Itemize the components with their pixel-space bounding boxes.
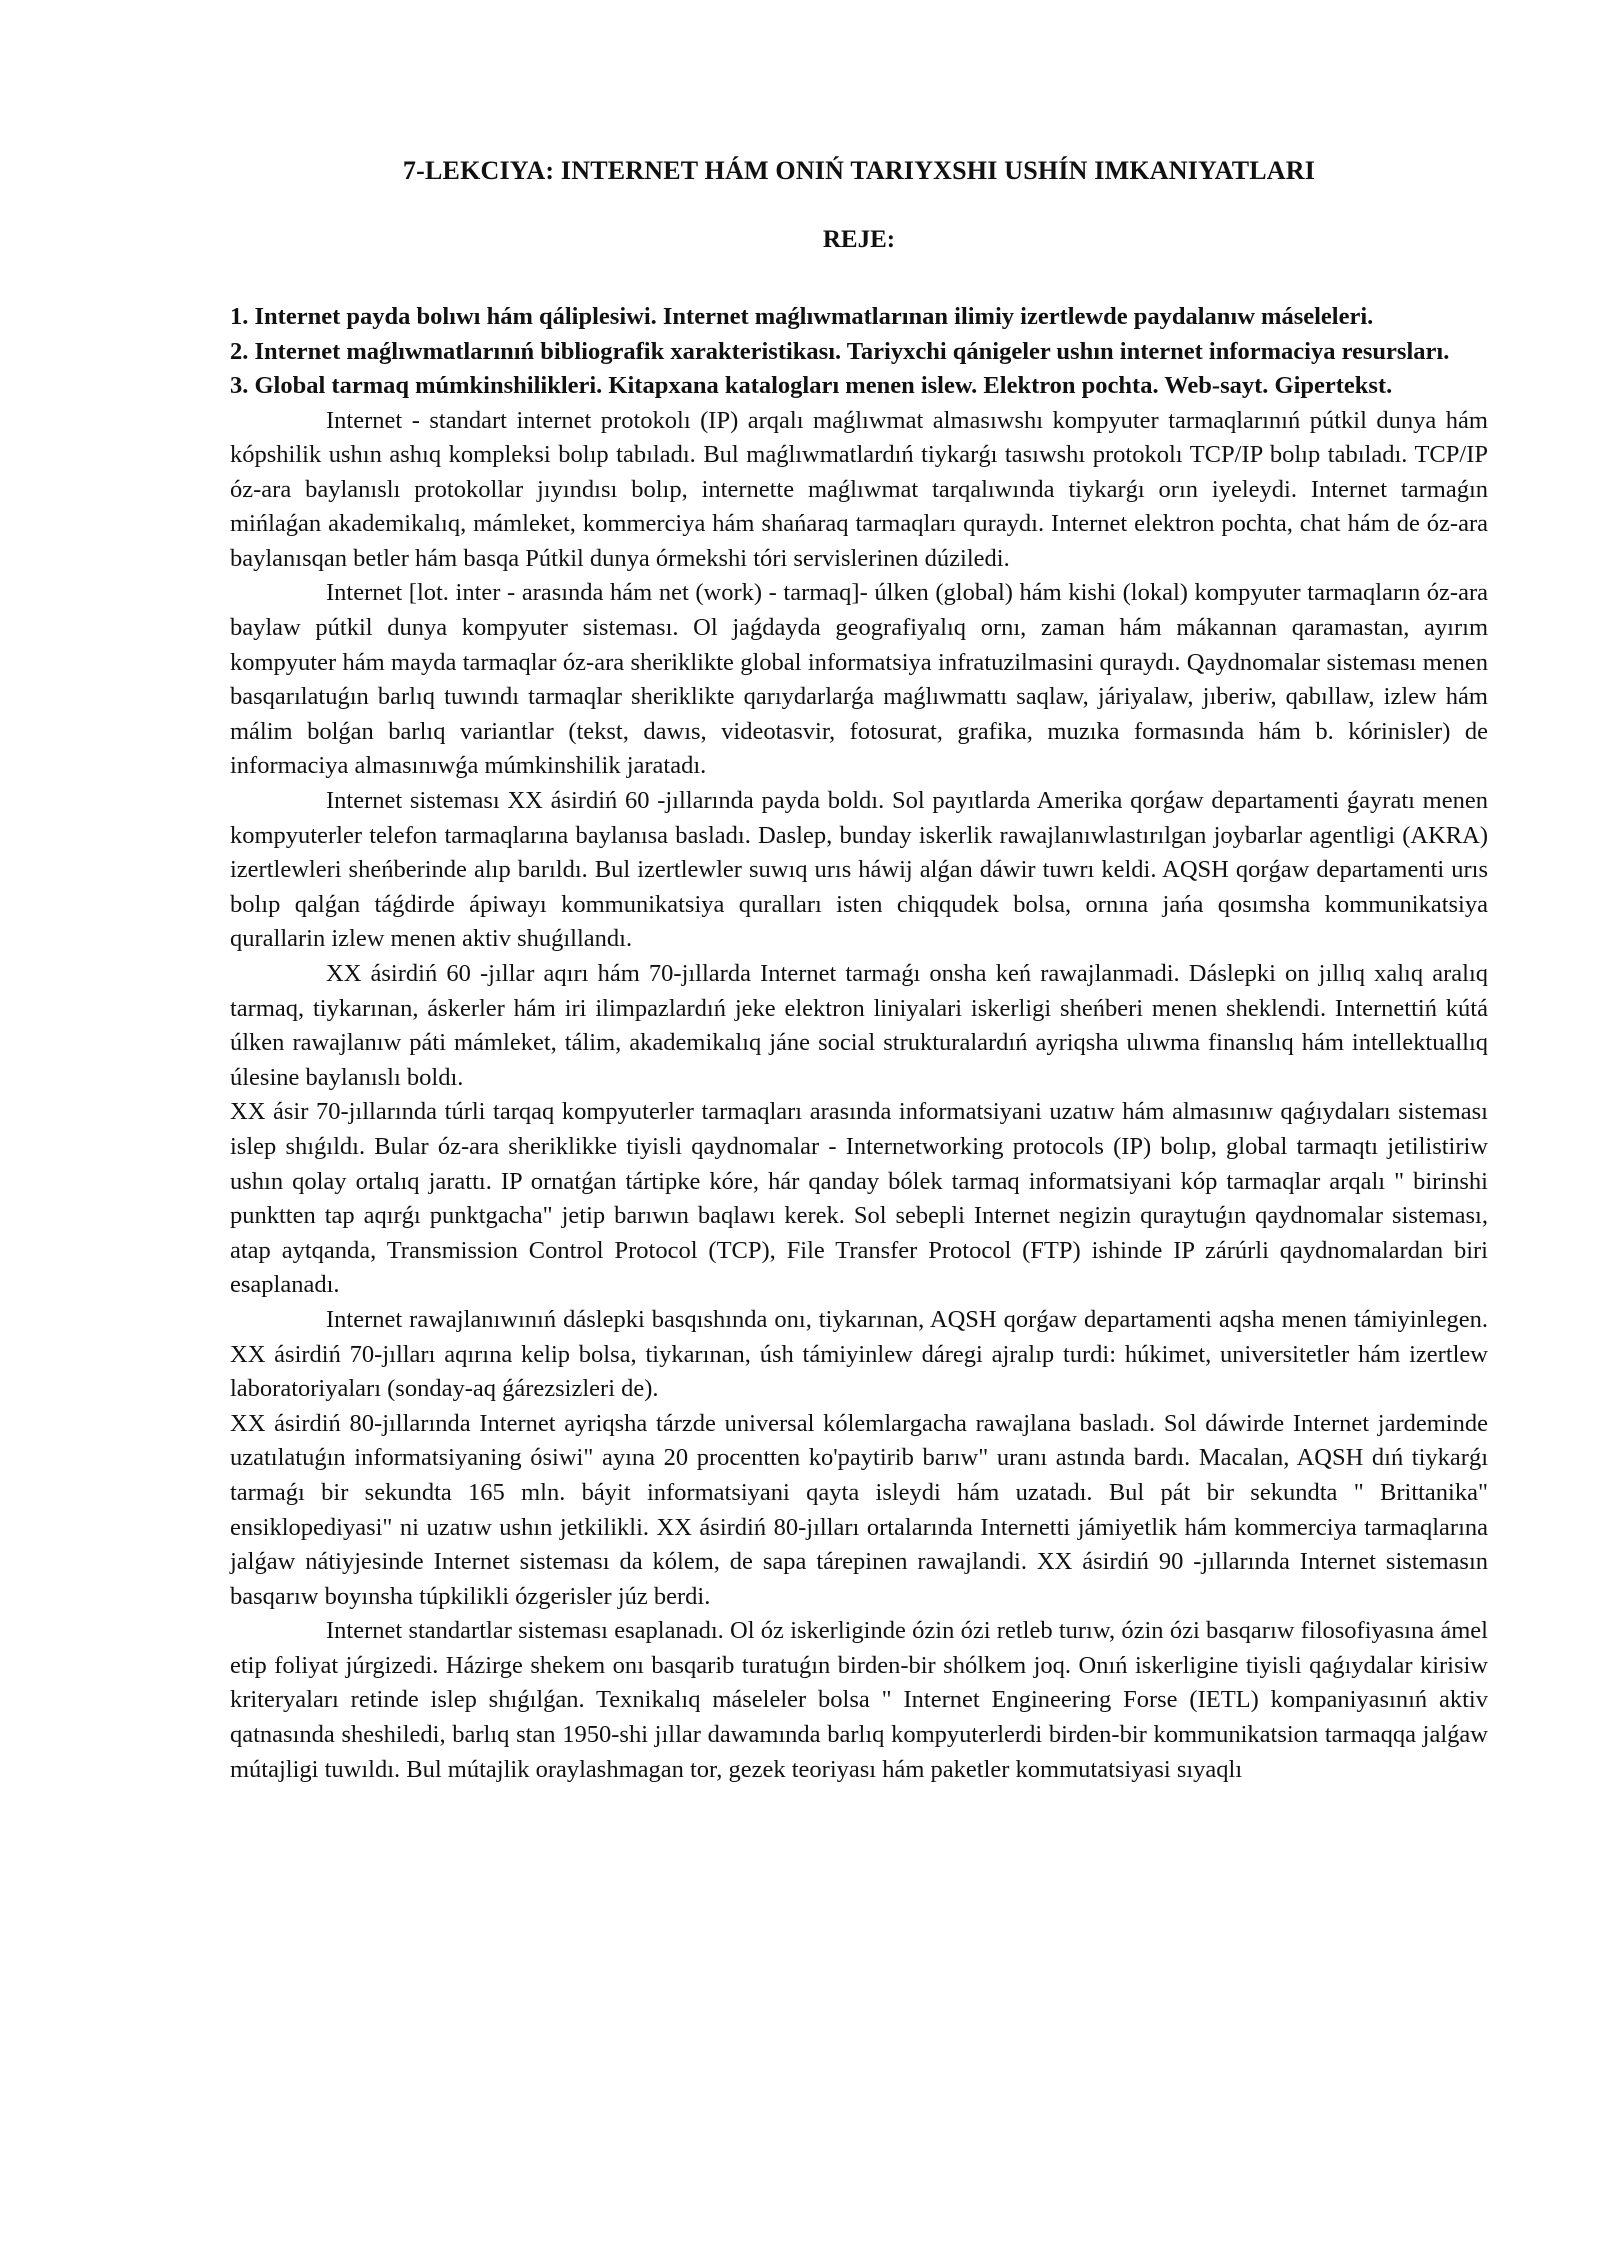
paragraph: XX ásir 70-jıllarında túrli tarqaq kompyuterler tarmaqları arasında informatsiyani uzatıw hám almasınıw qaǵıydaları sisteması islep shıǵıldı. Bular óz-ara sheriklikke tiyisli qaydnomalar - Internetworking protocols (IP) bolıp, global tarmaqtı jetilistiriw ushın qolay ortalıq jarattı. IP ornatǵan tártipke kóre, hár qanday bólek tarmaq informatsiyani kóp tarmaqlar arqalı " birinshi punktten tap aqırǵı punktgacha" jetip barıwın baqlawı kerek. Sol sebepli Internet negizin quraytuǵın qaydnomalar sisteması, atap aytqanda, Transmission Control Protocol (TCP), File Transfer Protocol (FTP) ishinde IP zárúrli qaydnomalardan biri esaplanadı. (230, 1098, 1488, 1299)
document-page (230, 0, 1488, 1787)
paragraph: Internet [lot. inter - arasında hám net (work) - tarmaq]- úlken (global) hám kishi (lokal) kompyuter tarmaqların óz-ara baylaw pútkil dunya kompyuter sisteması. Ol jaǵdayda geografiyalıq ornı, zaman hám mákannan qaramastan, ayırım kompyuter hám mayda tarmaqlar óz-ara sheriklikte global informatsiya infratuzilmasini quraydı. Qaydnomalar sisteması menen basqarılatuǵın barlıq tuwındı tarmaqlar sheriklikte qarıydarlarǵa maǵlıwmattı saqlaw, járiyalaw, jıberiw, qabıllaw, izlew hám málim bolǵan barlıq variantlar (tekst, dawıs, videotasvir, fotosurat, grafika, muzıka formasında hám b. kórinisler) de informaciya almasınıwǵa múmkinshilik jaratadı. (230, 579, 1488, 780)
plan-item: 1. Internet payda bolıwı hám qáliplesiwi. Internet maǵlıwmatlarınan ilimiy izertlewde paydalanıw máseleleri. (230, 303, 1374, 330)
plan-list (230, 300, 1488, 404)
plan-item: 2. Internet maǵlıwmatlarınıń bibliografik xarakteristikası. Tariyxchi qánigeler ushın internet informaciya resursları. (230, 337, 1450, 365)
document-body (230, 404, 1488, 1788)
paragraph: XX ásirdiń 60 -jıllar aqırı hám 70-jıllarda Internet tarmaǵı onsha keń rawajlanmadi. Dáslepki on jıllıq xalıq aralıq tarmaq, tiykarınan, áskerler hám iri ilimpazlardıń jeke elektron liniyalari iskerligi sheńberi menen sheklendi. Internettiń kútá úlken rawajlanıw páti mámleket, tálim, akademikalıq jáne social strukturalardıń ayriqsha ulıwma finanslıq hám intellektuallıq úlesine baylanıslı boldı. (230, 960, 1488, 1091)
plan-item: 3. Global tarmaq múmkinshilikleri. Kitapxana katalogları menen islew. Elektron pochta. Web-sayt. Gipertekst. (230, 372, 1393, 399)
paragraph: Internet - standart internet protokolı (IP) arqalı maǵlıwmat almasıwshı kompyuter tarmaqlarınıń pútkil dunya hám kópshilik ushın ashıq kompleksi bolıp tabıladı. Bul maǵlıwmatlardıń tiykarǵı tasıwshı protokolı TCP/IP bolıp tabıladı. TCP/IP óz-ara baylanıslı protokollar jıyındısı bolıp, internette maǵlıwmat tarqalıwında tiykarǵı orın iyeleydi. Internet tarmaǵın mińlaǵan akademikalıq, mámleket, kommerciya hám shańaraq tarmaqları quraydı. Internet elektron pochta, chat hám de óz-ara baylanısqan betler hám basqa Pútkil dunya órmekshi tóri servislerinen dúziledi. (230, 406, 1488, 572)
paragraph: Internet sisteması XX ásirdiń 60 -jıllarında payda boldı. Sol payıtlarda Amerika qorǵaw departamenti ǵayratı menen kompyuterler telefon tarmaqlarına baylanısa basladı. Daslep, bunday iskerlik rawajlanıwlastırılgan joybarlar agentligi (AKRA) izertlewleri sheńberinde alıp barıldı. Bul izertlewler suwıq urıs háwij alǵan dáwir tuwrı keldi. AQSH qorǵaw departamenti urıs bolıp qalǵan táǵdirde ápiwayı kommunikatsiya quralları isten chiqqudek bolsa, ornına jańa qosımsha kommunikatsiya qurallarin izlew menen aktiv shuǵıllandı. (230, 787, 1488, 953)
paragraph: XX ásirdiń 80-jıllarında Internet ayriqsha tárzde universal kólemlargacha rawajlana basladı. Sol dáwirde Internet jardeminde uzatılatuǵın informatsiyaning ósiwi" ayına 20 procentten ko'paytirib barıw" uranı astında bardı. Macalan, AQSH dıń tiykarǵı tarmaǵı bir sekundta 165 mln. báyit informatsiyani qayta isleydi hám uzatadı. Bul pát bir sekundta " Brittanika" ensiklopediyasi" ni uzatıw ushın jetkilikli. XX ásirdiń 80-jılları ortalarında Internetti jámiyetlik hám kommerciya tarmaqlarına jalǵaw nátiyjesinde Internet sisteması da kólem, de sapa tárepinen rawajlandi. XX ásirdiń 90 -jıllarında Internet sistemasın basqarıw boyınsha túpkilikli ózgerisler júz berdi. (230, 1409, 1488, 1610)
plan-heading: REJE: (822, 226, 896, 253)
page-title: 7-LEKCIYA: INTERNET HÁM ONIŃ TARIYXSHI USHÍN IMKANIYATLARI (402, 156, 1316, 185)
paragraph: Internet standartlar sisteması esaplanadı. Ol óz iskerliginde ózin ózi retleb turıw, ózin ózi basqarıw filosofiyasına ámel etip foliyat júrgizedi. Házirge shekem onı basqarib turatuǵın birden-bir shólkem joq. Onıń iskerligine tiyisli qaǵıydalar kirisiw kriteryaları retinde islep shıǵılǵan. Texnikalıq máseleler bolsa " Internet Engineering Forse (IETL) kompaniyasınıń aktiv qatnasında sheshiledi, barlıq stan 1950-shi jıllar dawamında barlıq kompyuterlerdi birden-bir kommunikatsion tarmaqqa jalǵaw mútajligi tuwıldı. Bul mútajlik oraylashmagan tor, gezek teoriyası hám paketler kommutatsiyasi sıyaqlı (230, 1617, 1488, 1783)
paragraph: Internet rawajlanıwınıń dáslepki basqıshında onı, tiykarınan, AQSH qorǵaw departamenti aqsha menen támiyinlegen. XX ásirdiń 70-jılları aqırına kelip bolsa, tiykarınan, úsh támiyinlew dáregi ajralıp turdi: húkimet, universitetler hám izertlew laboratoriyaları (sonday-aq ǵárezsizleri de). (230, 1305, 1488, 1403)
